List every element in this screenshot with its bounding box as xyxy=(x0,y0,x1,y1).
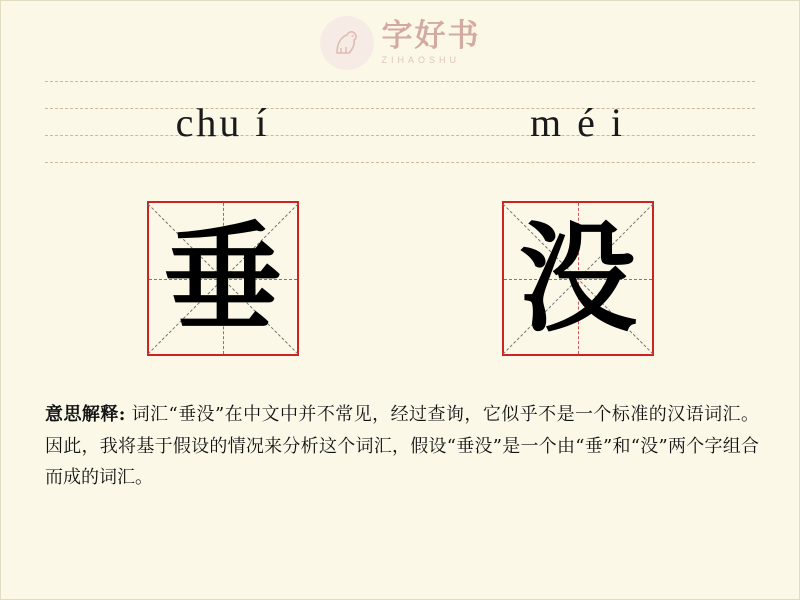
pinyin-staff xyxy=(45,81,755,163)
brand-logo xyxy=(1,13,799,73)
character-glyph: 垂 xyxy=(163,209,282,348)
tian-zi-ge-grid xyxy=(147,201,299,356)
explanation-block xyxy=(45,399,759,494)
brand-text xyxy=(381,18,481,65)
explanation-text: 词汇“垂没”在中文中并不常见，经过查询，它似乎不是一个标准的汉语词汇。因此，我将基于假设的情况来分析这个词汇，假设“垂没”是一个由“垂”和“没”两个字组合而成的词汇。 xyxy=(45,404,759,488)
brand-name-en: ZIHAOSHU xyxy=(381,55,461,65)
tian-zi-ge-grid xyxy=(502,201,654,356)
character-cell xyxy=(400,201,755,361)
pinyin-row xyxy=(45,81,755,163)
explanation-label: 意思解释: xyxy=(45,404,126,425)
pinyin-cell: m é i xyxy=(530,99,625,145)
pinyin-cell: chu í xyxy=(175,99,270,145)
character-glyph: 没 xyxy=(518,209,637,348)
horse-seal-icon xyxy=(320,16,374,70)
character-row xyxy=(45,201,755,361)
character-cell xyxy=(45,201,400,361)
brand-name-cn: 字好书 xyxy=(381,18,481,54)
